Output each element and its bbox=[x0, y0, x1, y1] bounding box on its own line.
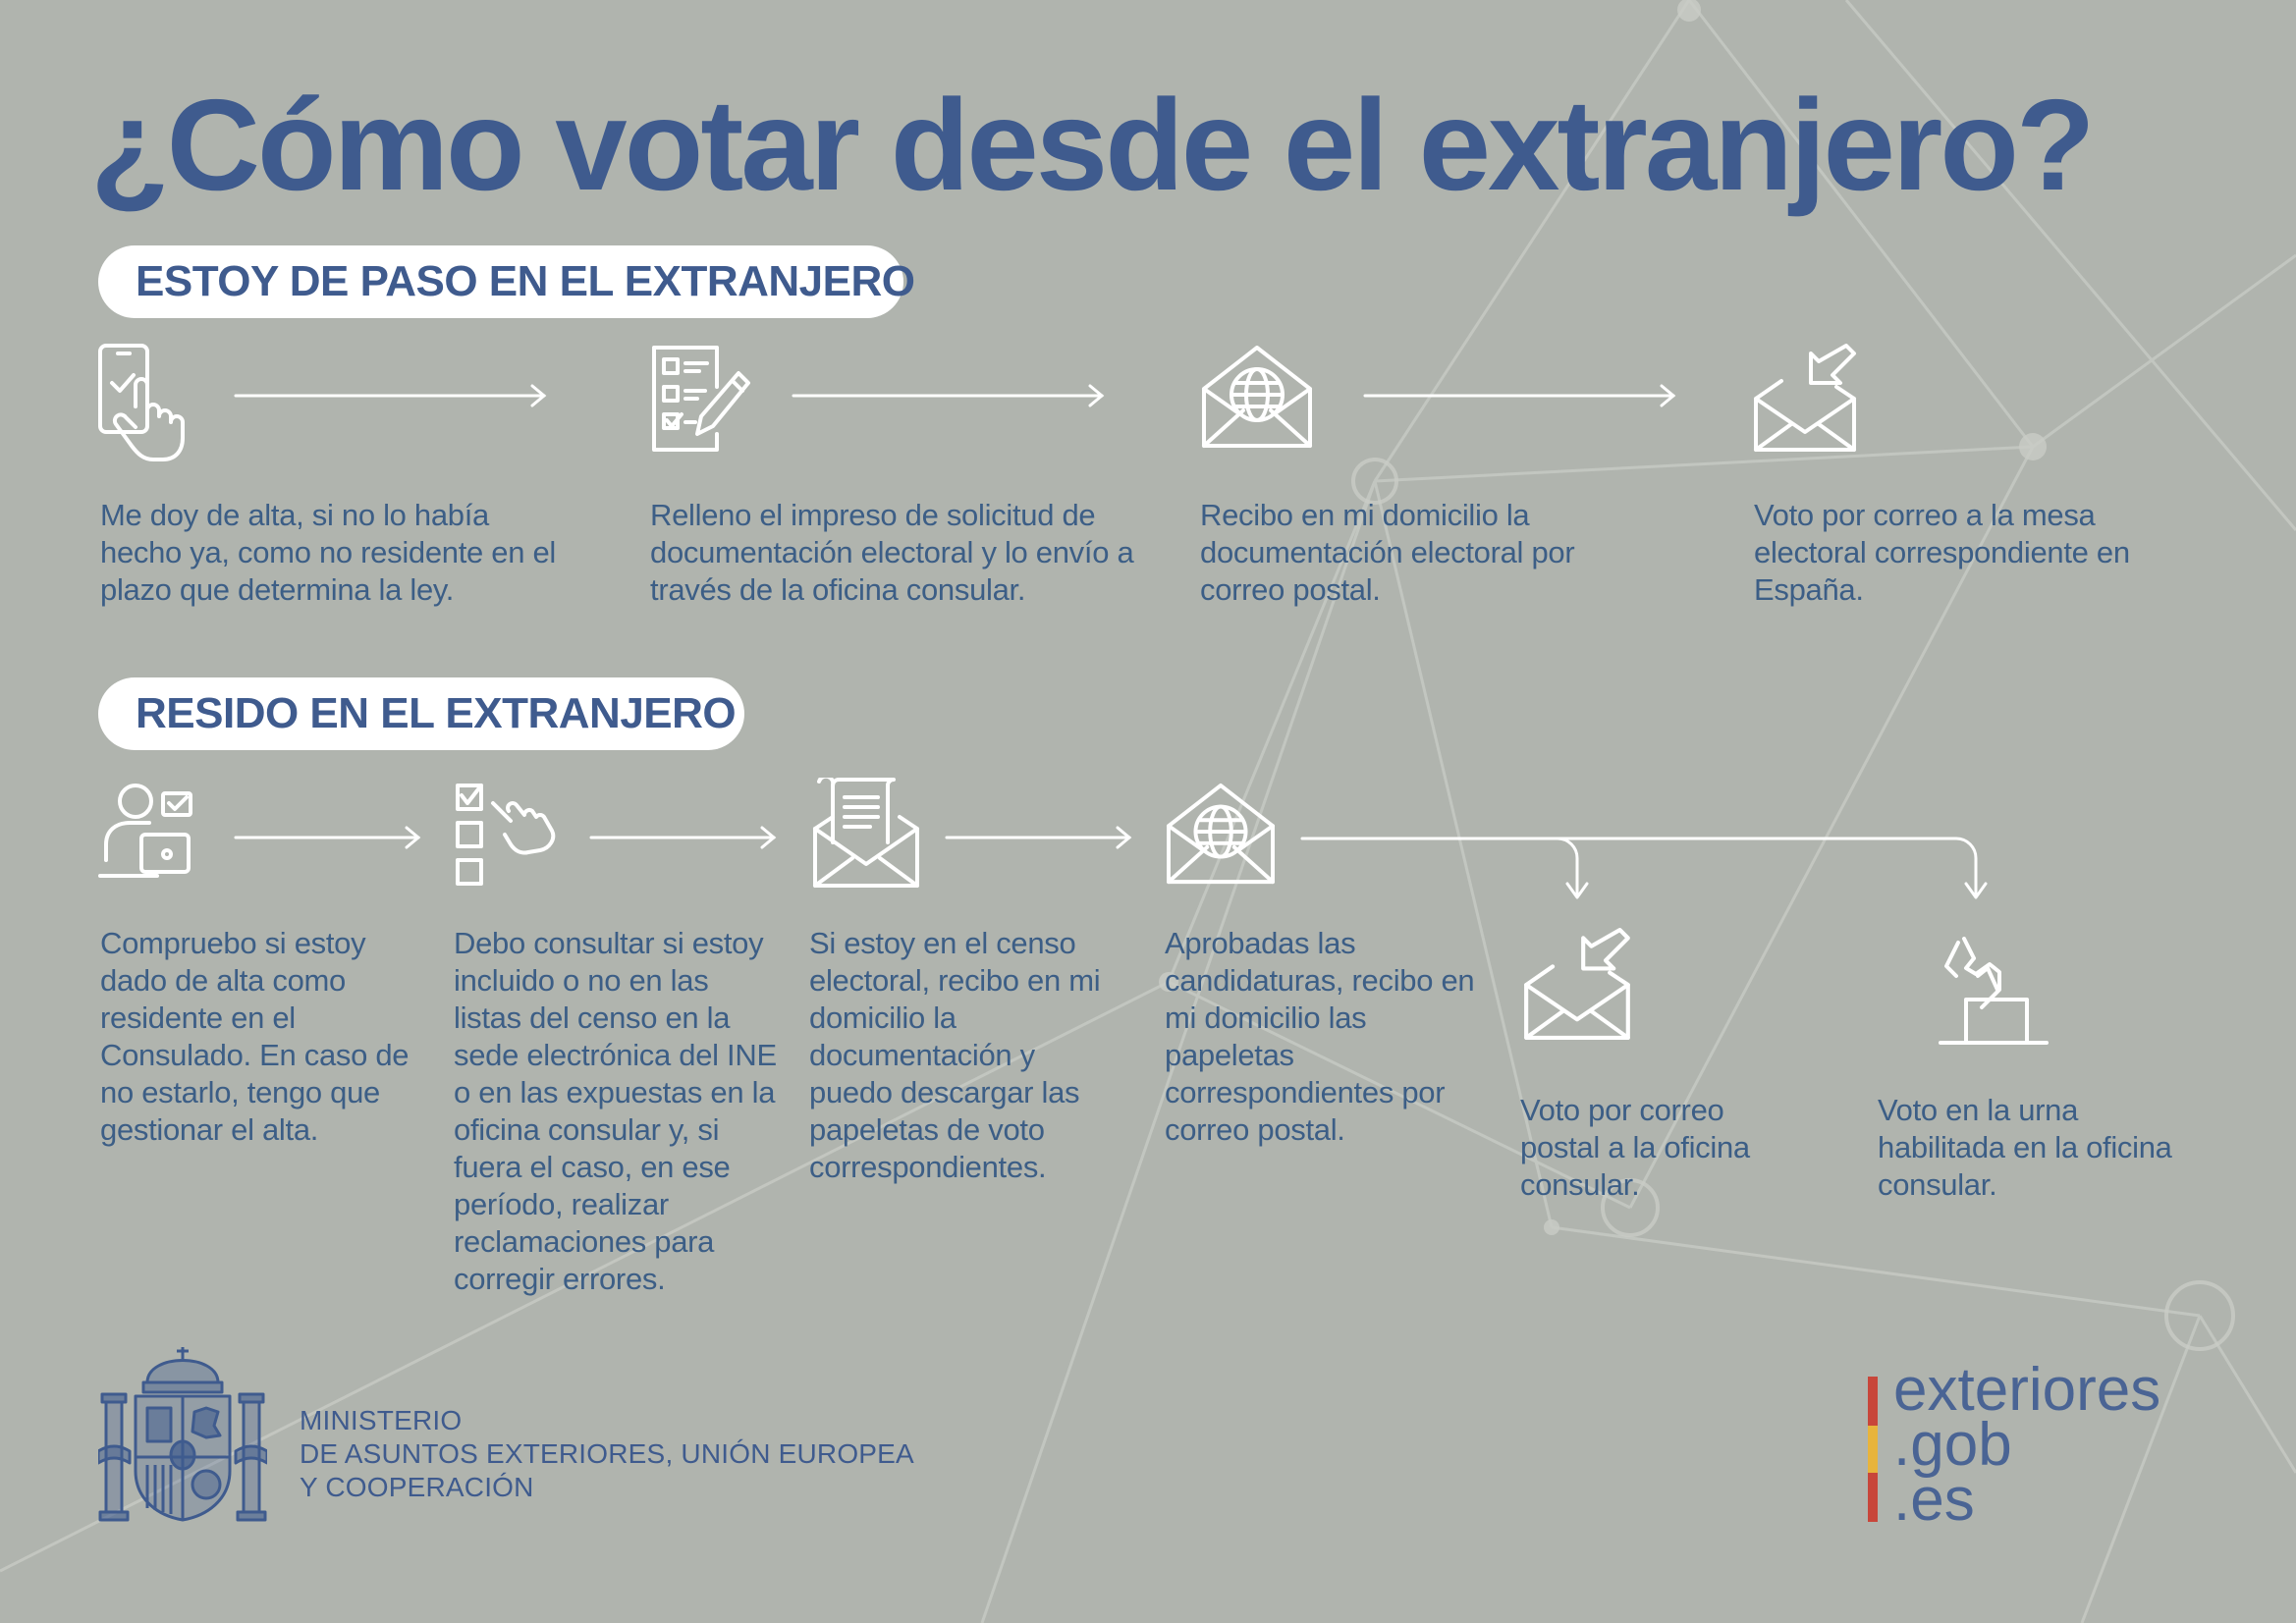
envelope-globe-icon bbox=[1165, 782, 1277, 888]
ministry-line: Y COOPERACIÓN bbox=[300, 1472, 534, 1502]
option-text: Voto por correo postal a la oficina consular. bbox=[1520, 1093, 1750, 1202]
envelope-document-icon bbox=[811, 778, 921, 890]
page-title: ¿Cómo votar desde el extranjero? bbox=[90, 73, 2093, 217]
step-text: Compruebo si estoy dado de alta como residente en el Consulado. En caso de no estarlo, tengo que gestionar el alta. bbox=[100, 926, 410, 1147]
section-heading-residente: RESIDO EN EL EXTRANJERO bbox=[98, 677, 744, 750]
ballot-box-hand-icon bbox=[1939, 937, 2049, 1047]
option-text: Voto en la urna habilitada en la oficina consular. bbox=[1878, 1093, 2172, 1202]
step-text: Si estoy en el censo electoral, recibo en mi domicilio la documentación y puedo descargar las papeletas de voto correspondientes. bbox=[809, 926, 1101, 1184]
arrow-right-icon bbox=[1365, 386, 1677, 406]
coat-of-arms-emblem bbox=[98, 1343, 267, 1526]
envelope-arrow-in-icon bbox=[1752, 342, 1860, 454]
domain-logo bbox=[1893, 1356, 2161, 1534]
checklist-hand-icon bbox=[454, 782, 556, 890]
spain-flag-bar bbox=[1868, 1377, 1878, 1522]
arrow-right-icon bbox=[236, 386, 548, 406]
section-heading-de-paso: ESTOY DE PASO EN EL EXTRANJERO bbox=[98, 245, 903, 318]
envelope-globe-icon bbox=[1200, 344, 1314, 452]
form-checklist-pencil-icon bbox=[650, 344, 754, 454]
domain-line: .gob bbox=[1893, 1411, 2012, 1479]
step-text: Recibo en mi domicilio la documentación electoral por correo postal. bbox=[1200, 498, 1575, 607]
step-text: Me doy de alta, si no lo había hecho ya, como no residente en el plazo que determina la ley. bbox=[100, 498, 557, 607]
step-text: Voto por correo a la mesa electoral correspondiente en España. bbox=[1754, 498, 2130, 607]
ministry-name bbox=[300, 1404, 914, 1504]
step-text: Debo consultar si estoy incluido o no en las listas del censo en la sede electrónica del INE o en las expuestas en la oficina consular y, si fuera el caso, en ese período, realizar reclamaciones para corregir errores. bbox=[454, 926, 777, 1296]
arrow-right-icon bbox=[947, 828, 1133, 847]
person-laptop-check-icon bbox=[98, 782, 196, 880]
ministry-line: DE ASUNTOS EXTERIORES, UNIÓN EUROPEA bbox=[300, 1438, 914, 1469]
domain-line: .es bbox=[1893, 1466, 1975, 1534]
envelope-arrow-in-icon bbox=[1522, 923, 1634, 1045]
arrow-right-icon bbox=[236, 828, 422, 847]
step-text: Relleno el impreso de solicitud de documentación electoral y lo envío a través de la oficina consular. bbox=[650, 498, 1134, 607]
ministry-line: MINISTERIO bbox=[300, 1405, 463, 1435]
domain-line: exteriores bbox=[1893, 1356, 2161, 1424]
arrow-right-icon bbox=[793, 386, 1106, 406]
step-text: Aprobadas las candidaturas, recibo en mi domicilio las papeletas correspondientes por correo postal. bbox=[1165, 926, 1475, 1147]
arrow-right-icon bbox=[591, 828, 778, 847]
phone-tap-check-icon bbox=[96, 342, 200, 467]
